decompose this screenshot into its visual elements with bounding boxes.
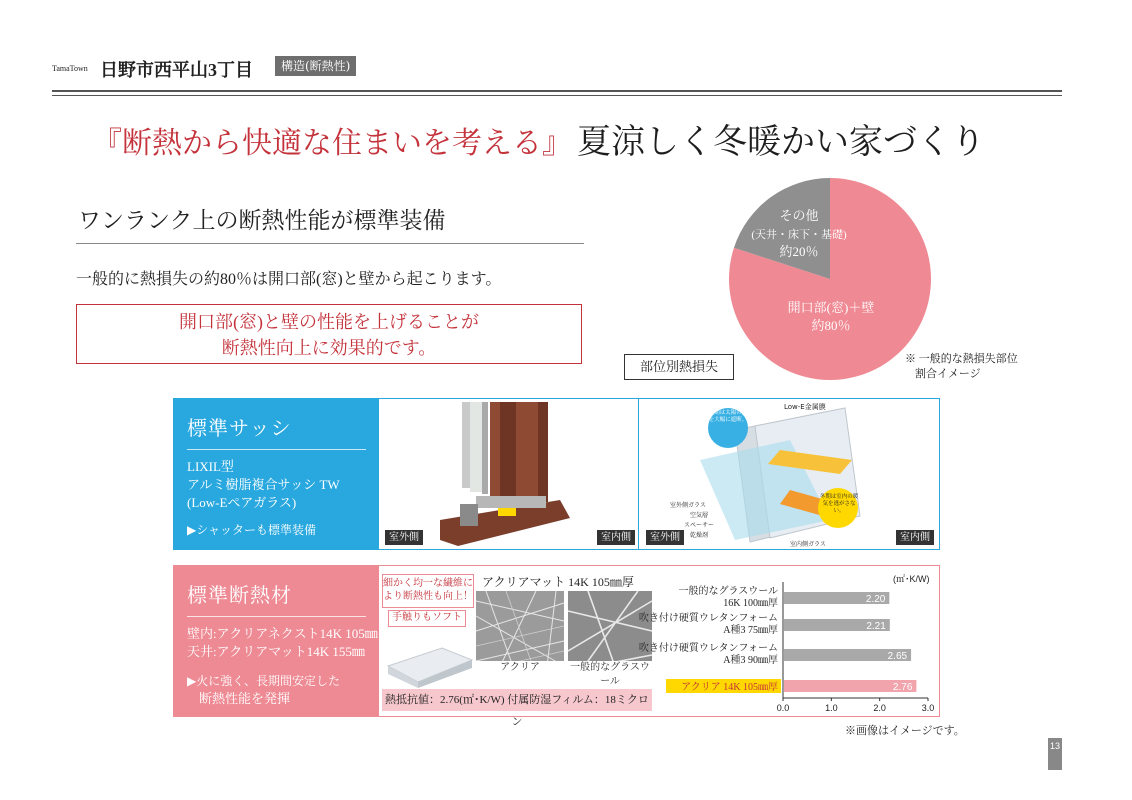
acria-photo-caption: アクリア xyxy=(476,661,564,675)
product-title: アクリアマット 14K 105㎜厚 xyxy=(482,575,634,589)
label-air-layer: 空気層 xyxy=(690,512,709,519)
pie-label-other-title: その他 xyxy=(779,208,819,223)
pie-label-main-title: 開口部(窓)＋壁 xyxy=(787,300,875,315)
badge-line: より断熱性も向上！ xyxy=(383,591,473,602)
glass-wool-photo-caption: 一般的なグラスウール xyxy=(568,661,652,675)
x-tick-label: 0.0 xyxy=(776,703,790,713)
tag-outdoor-side-diagram: 室外側 xyxy=(646,530,684,545)
sash-panel xyxy=(173,398,378,550)
headline-quote: 『断熱から快適な住まいを考える』 xyxy=(92,127,572,160)
label-spacer: スペーサー xyxy=(684,522,715,529)
label-outer-glass: 室外側ガラス xyxy=(670,502,706,509)
header-rule xyxy=(52,90,1062,92)
pie-note-line: ※ 一般的な熱損失部位 xyxy=(905,353,1018,365)
tag-indoor-side-diagram: 室内側 xyxy=(896,530,934,545)
x-tick-label: 1.0 xyxy=(825,703,838,713)
callout-box xyxy=(76,304,582,364)
insulation-note: ▶火に強く、長期間安定した xyxy=(187,674,340,688)
insulation-product-image xyxy=(382,628,476,688)
sash-cross-section-image xyxy=(380,400,637,548)
x-tick-label: 2.0 xyxy=(873,703,886,713)
sash-title: 標準サッシ xyxy=(187,418,292,440)
section-tag: 構造(断熱性) xyxy=(275,56,356,76)
category-label: 一般的なグラスウール xyxy=(678,586,778,597)
thermal-resistance-chart xyxy=(638,580,936,715)
section-body: 一般的に熱損失の約80％は開口部(窓)と壁から起こります。 xyxy=(76,271,502,288)
pie-label-main-value: 約80％ xyxy=(811,318,851,333)
spec-band: 熱抵抗値：2.76(㎡･K/W) 付属防湿フィルム：18ミクロン xyxy=(382,689,652,711)
insulation-note-cont: 断熱性能を発揮 xyxy=(199,691,291,706)
insulation-spec-wall: 壁内:アクリアネクスト14K 105㎜ xyxy=(187,626,378,641)
section-rule xyxy=(76,243,584,244)
sash-note: ▶シャッターも標準装備 xyxy=(187,523,316,537)
badge-line: 細かく均一な繊維に xyxy=(383,578,473,589)
badge-uniform-fiber xyxy=(382,574,474,608)
pie-caption-box: 部位別熱損失 xyxy=(624,354,734,380)
sash-spec-2: アルミ樹脂複合サッシ TW xyxy=(187,477,340,492)
bar-value-label: 2.20 xyxy=(865,594,886,605)
panel-divider xyxy=(187,616,366,617)
pie-label-other-value: 約20％ xyxy=(779,244,819,259)
category-label: アクリア 14K 105㎜厚 xyxy=(681,682,778,693)
x-tick-label: 3.0 xyxy=(921,703,935,713)
image-footnote: ※画像はイメージです。 xyxy=(845,725,965,737)
sash-spec-3: (Low-Eペアガラス) xyxy=(187,495,297,510)
pie-note-line: 割合イメージ xyxy=(915,368,981,380)
heat-loss-pie-chart xyxy=(727,176,933,382)
category-label: 16K 100㎜厚 xyxy=(723,598,778,609)
badge-soft-touch: 手触りもソフト xyxy=(388,610,466,627)
label-desiccant: 乾燥剤 xyxy=(690,532,709,539)
callout-line: 断熱性向上に効果的です。 xyxy=(221,338,437,358)
section-title: ワンランク上の断熱性能が標準装備 xyxy=(78,208,446,233)
label-summer: 夏期は太陽の熱を大幅に遮断。 xyxy=(708,410,748,423)
page-number: 13 xyxy=(1048,738,1062,770)
insulation-panel xyxy=(173,565,378,717)
low-e-glass-diagram xyxy=(640,400,938,548)
bar-value-label: 2.21 xyxy=(866,621,886,632)
insulation-title: 標準断熱材 xyxy=(187,585,292,607)
label-inner-glass: 室内側ガラス xyxy=(790,541,826,548)
pie-label-other-detail: (天井・床下・基礎) xyxy=(751,229,847,241)
label-winter: 冬期は室内の暖気を逃がさない。 xyxy=(819,494,859,514)
category-label: A種3 90㎜厚 xyxy=(723,655,778,666)
category-label: 吹き付け硬質ウレタンフォーム xyxy=(638,643,778,654)
sash-spec-1: LIXIL型 xyxy=(187,459,234,474)
insulation-spec-ceiling: 天井:アクリアマット14K 155㎜ xyxy=(187,644,365,659)
chart-unit: (㎡･K/W) xyxy=(893,574,930,584)
category-label: 吹き付け硬質ウレタンフォーム xyxy=(638,613,778,624)
brand-label: TamaTown xyxy=(52,64,88,73)
pie-note xyxy=(905,352,1018,382)
tag-outdoor-side: 室外側 xyxy=(385,530,423,545)
bar-value-label: 2.76 xyxy=(892,682,913,693)
label-low-e-film: Low-E金属膜 xyxy=(784,403,826,411)
tag-indoor-side: 室内側 xyxy=(597,530,635,545)
panel-divider xyxy=(187,449,366,450)
category-label: A種3 75㎜厚 xyxy=(723,625,778,636)
headline-main: 夏涼しく冬暖かい家づくり xyxy=(577,124,985,161)
sash-image-divider xyxy=(638,398,639,550)
callout-line: 開口部(窓)と壁の性能を上げることが xyxy=(179,312,479,332)
place-title: 日野市西平山3丁目 xyxy=(100,60,253,80)
bar-value-label: 2.65 xyxy=(887,651,908,662)
header-rule-thin xyxy=(52,95,1062,96)
